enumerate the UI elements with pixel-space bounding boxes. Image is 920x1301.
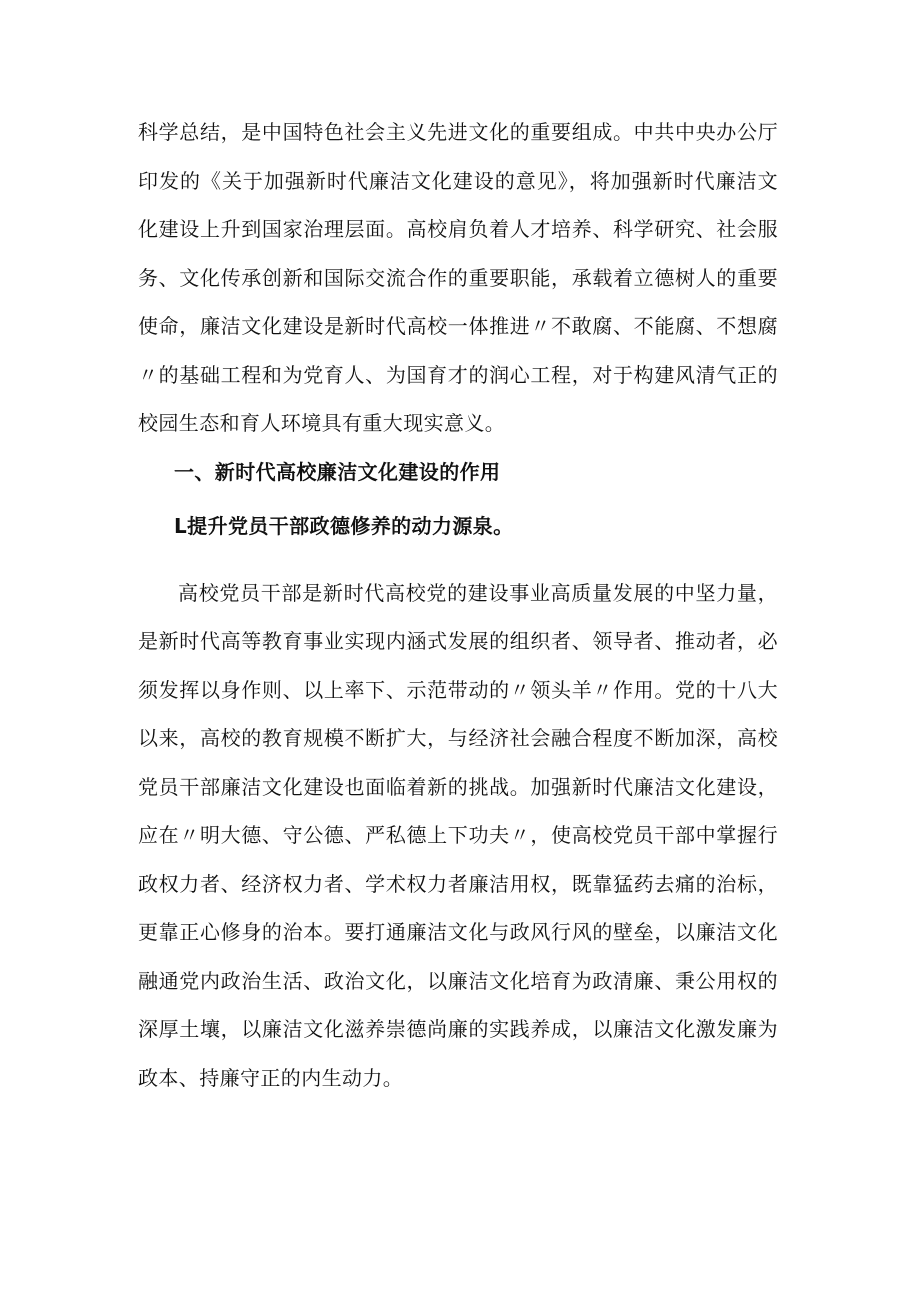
document-body (138, 108, 778, 1102)
section-heading: 一、新时代高校廉洁文化建设的作用 (174, 459, 501, 484)
body-paragraph: 高校党员干部是新时代高校党的建设事业高质量发展的中坚力量，是新时代高等教育事业实现内涵式发展的组织者、领导者、推动者，必须发挥以身作则、以上率下、示范带动的〃领头羊〃作用。党的十八大以来，高校的教育规模不断扩大，与经济社会融合程度不断加深，高校党员干部廉洁文化建设也面临着新的挑战。加强新时代廉洁文化建设，应在〃明大德、守公德、严私德上下功夫〃，使高校党员干部中掌握行政权力者、经济权力者、学术权力者廉洁用权，既靠猛药去痛的治标，更靠正心修身的治本。要打通廉洁文化与政风行风的壁垒，以廉洁文化融通党内政治生活、政治文化，以廉洁文化培育为政清廉、秉公用权的深厚土壤，以廉洁文化滋养崇德尚廉的实践养成，以廉洁文化激发廉为政本、持廉守正的内生动力。 (138, 580, 778, 1090)
subsection-heading: L提升党员干部政德修养的动力源泉。 (174, 514, 514, 538)
intro-paragraph: 科学总结，是中国特色社会主义先进文化的重要组成。中共中央办公厅印发的《关于加强新时代廉洁文化建设的意见》，将加强新时代廉洁文化建设上升到国家治理层面。高校肩负着人才培养、科学研究、社会服务、文化传承创新和国际交流合作的重要职能，承载着立德树人的重要使命，廉洁文化建设是新时代高校一体推进〃不敢腐、不能腐、不想腐〃的基础工程和为党育人、为国育才的润心工程，对于构建风清气正的校园生态和育人环境具有重大现实意义。 (138, 120, 778, 435)
